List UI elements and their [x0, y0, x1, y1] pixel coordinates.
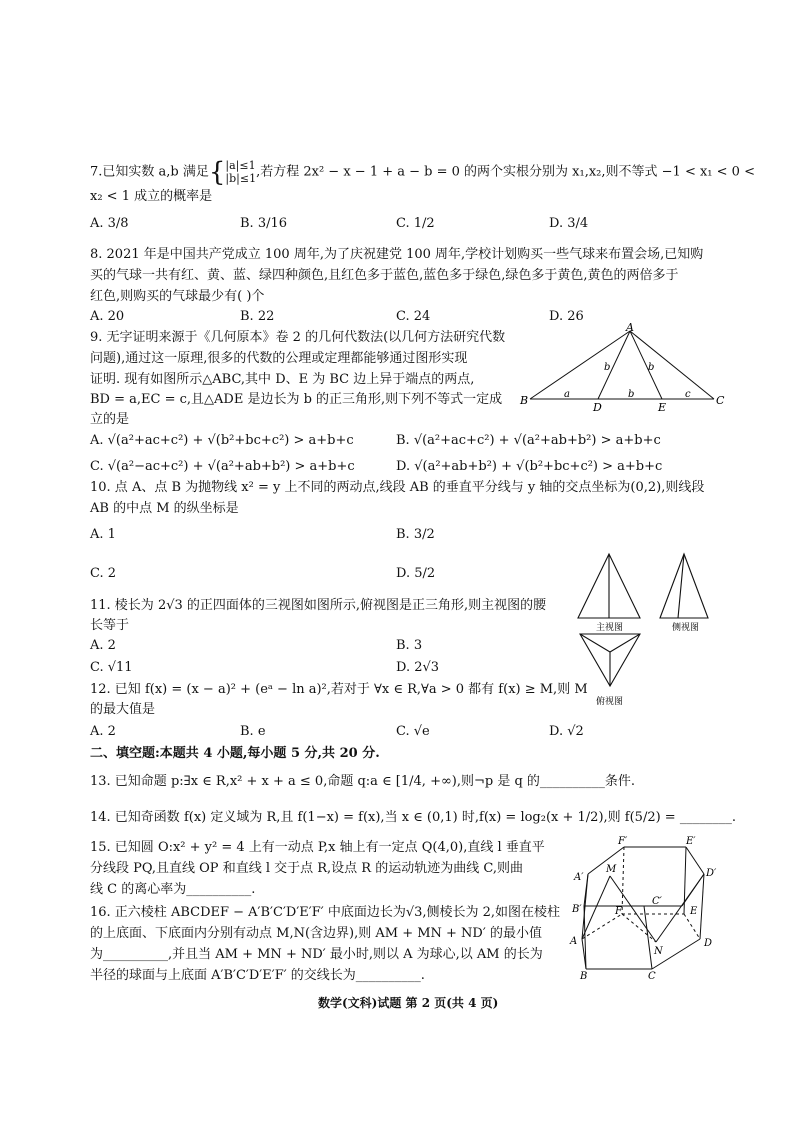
- q16-label-C1: C′: [652, 896, 662, 907]
- q16-label-E1: E′: [686, 836, 696, 847]
- q7-option-b: B. 3/16: [240, 216, 288, 231]
- q9-label-c: c: [685, 389, 691, 400]
- q9-option-d: D. √(a²+ab+b²) + √(b²+bc+c²) > a+b+c: [396, 459, 663, 474]
- q12-option-b: B. e: [240, 724, 266, 739]
- q7-option-c: C. 1/2: [396, 216, 435, 231]
- q15-line2: 分线段 PQ,且直线 OP 和直线 l 交于点 R,设点 R 的运动轨迹为曲线 C,则曲: [90, 861, 523, 876]
- q9-option-b: B. √(a²+ac+c²) + √(a²+ab+b²) > a+b+c: [396, 433, 661, 448]
- q9-option-a: A. √(a²+ac+c²) + √(b²+bc+c²) > a+b+c: [90, 433, 354, 448]
- q9-label-b-left: b: [604, 362, 611, 373]
- q16-label-D1: D′: [706, 868, 717, 879]
- q7-cond1: |a|≤1: [225, 159, 256, 172]
- q7-conditions: [225, 159, 256, 185]
- q8-line2: 买的气球一共有红、黄、蓝、绿四种颜色,且红色多于蓝色,蓝色多于绿色,绿色多于黄色,黄色的两倍多于: [90, 268, 679, 283]
- q9-label-a: a: [564, 389, 570, 400]
- q12-line2: 的最大值是: [90, 702, 156, 717]
- q8-option-d: D. 26: [549, 309, 584, 324]
- q16-line2: 的上底面、下底面内分别有动点 M,N(含边界),则 AM + MN + ND′ 的最小值: [90, 926, 542, 941]
- q9-label-B: B: [520, 394, 529, 407]
- q7-text-pre: 7.已知实数 a,b 满足: [90, 164, 209, 180]
- q11-label-top: 俯视图: [596, 697, 624, 707]
- q9-label-D: D: [593, 401, 602, 412]
- q10-line2: AB 的中点 M 的纵坐标是: [90, 501, 239, 516]
- q9-label-b-base: b: [628, 389, 635, 400]
- q12-option-c: C. √e: [396, 724, 430, 739]
- q8-line3: 红色,则购买的气球最少有( )个: [90, 289, 265, 304]
- q16-label-B1: B′: [572, 904, 582, 915]
- q12-line1: 12. 已知 f(x) = (x − a)² + (eᵃ − ln a)²,若对于 ∀x ∈ R,∀a > 0 都有 f(x) ≥ M,则 M: [90, 682, 588, 697]
- q16-label-F: F: [615, 906, 622, 917]
- q8-option-b: B. 22: [240, 309, 275, 324]
- q10-line1: 10. 点 A、点 B 为抛物线 x² = y 上不同的两动点,线段 AB 的垂直平分线与 y 轴的交点坐标为(0,2),则线段: [90, 480, 705, 495]
- q12-option-a: A. 2: [90, 724, 116, 739]
- q7-option-d: D. 3/4: [549, 216, 589, 231]
- q9-label-A: A: [626, 322, 634, 334]
- q11-label-side: 侧视图: [672, 623, 700, 633]
- q8-option-c: C. 24: [396, 309, 431, 324]
- q11-three-views-figure: [572, 548, 732, 713]
- q9-line3: 证明. 现有如图所示△ABC,其中 D、E 为 BC 边上异于端点的两点,: [90, 372, 475, 387]
- q16-label-M: M: [606, 864, 617, 875]
- q16-label-N: N: [654, 946, 663, 957]
- q9-label-b-right: b: [648, 362, 655, 373]
- q8-line1: 8. 2021 年是中国共产党成立 100 周年,为了庆祝建党 100 周年,学校计划购买一些气球来布置会场,已知购: [90, 247, 704, 262]
- q16-line4: 半径的球面与上底面 A′B′C′D′E′F′ 的交线长为__________.: [90, 968, 425, 983]
- q7-brace: {: [208, 157, 226, 188]
- q11-line1: 11. 棱长为 2√3 的正四面体的三视图如图所示,俯视图是正三角形,则主视图的腰: [90, 598, 547, 613]
- section-2-heading: 二、填空题:本题共 4 小题,每小题 5 分,共 20 分.: [90, 746, 380, 761]
- q8-option-a: A. 20: [90, 309, 125, 324]
- q16-label-A1: A′: [574, 872, 584, 883]
- q11-line2: 长等于: [90, 618, 130, 633]
- q16-label-B: B: [580, 971, 588, 980]
- q16-hexagonal-prism-figure: [560, 834, 720, 980]
- q13-line: 13. 已知命题 p:∃x ∈ R,x² + x + a ≤ 0,命题 q:a ∈ [1/4, +∞),则¬p 是 q 的__________条件.: [90, 774, 636, 789]
- q7-cond2: |b|≤1: [225, 172, 257, 185]
- q9-line4: BD = a,EC = c,且△ADE 是边长为 b 的正三角形,则下列不等式一定成: [90, 392, 503, 407]
- q9-label-E: E: [658, 401, 667, 412]
- q14-line: 14. 已知奇函数 f(x) 定义域为 R,且 f(1−x) = f(x),当 x ∈ (0,1) 时,f(x) = log₂(x + 1/2),则 f(5/2) = ________.: [90, 810, 736, 825]
- q10-option-b: B. 3/2: [396, 527, 435, 542]
- q15-line3: 线 C 的离心率为__________.: [90, 882, 256, 897]
- q16-line1: 16. 正六棱柱 ABCDEF − A′B′C′D′E′F′ 中底面边长为√3,侧棱长为 2,如图在棱柱: [90, 905, 561, 920]
- q9-label-C: C: [716, 394, 725, 407]
- q11-option-c: C. √11: [90, 660, 133, 675]
- page-footer: 数学(文科)试题 第 2 页(共 4 页): [318, 996, 499, 1010]
- q9-line1: 9. 无字证明来源于《几何原本》卷 2 的几何代数法(以几何方法研究代数: [90, 330, 506, 345]
- q9-option-c: C. √(a²−ac+c²) + √(a²+ab+b²) > a+b+c: [90, 459, 355, 474]
- q9-line5: 立的是: [90, 412, 130, 427]
- q16-line3: 为__________,并且当 AM + MN + ND′ 最小时,则以 A 为球心,以 AM 的长为: [90, 947, 543, 962]
- q7-line2: x₂ < 1 成立的概率是: [90, 189, 213, 204]
- q11-option-d: D. 2√3: [396, 660, 440, 675]
- q16-label-F1: F′: [618, 836, 628, 847]
- q7-option-a: A. 3/8: [90, 216, 129, 231]
- q16-label-C: C: [648, 971, 656, 980]
- q16-label-E: E: [690, 906, 698, 917]
- q12-option-d: D. √2: [549, 724, 584, 739]
- q10-option-d: D. 5/2: [396, 566, 436, 581]
- q11-option-b: B. 3: [396, 638, 423, 653]
- q11-label-front: 主视图: [596, 623, 624, 633]
- q10-option-a: A. 1: [90, 527, 116, 542]
- q11-option-a: A. 2: [90, 638, 116, 653]
- q9-triangle-figure: [518, 322, 728, 412]
- q16-label-D: D: [704, 938, 713, 949]
- q10-option-c: C. 2: [90, 566, 117, 581]
- q9-line2: 问题),通过这一原理,很多的代数的公理或定理都能够通过图形实现: [90, 351, 468, 366]
- q7-line1: [90, 157, 755, 188]
- q7-text-post: ,若方程 2x² − x − 1 + a − b = 0 的两个实根分别为 x₁,x₂,则不等式 −1 < x₁ < 0 <: [256, 164, 755, 180]
- q15-line1: 15. 已知圆 O:x² + y² = 4 上有一动点 P,x 轴上有一定点 Q(4,0),直线 l 垂直平: [90, 840, 545, 855]
- q16-label-A: A: [570, 936, 578, 947]
